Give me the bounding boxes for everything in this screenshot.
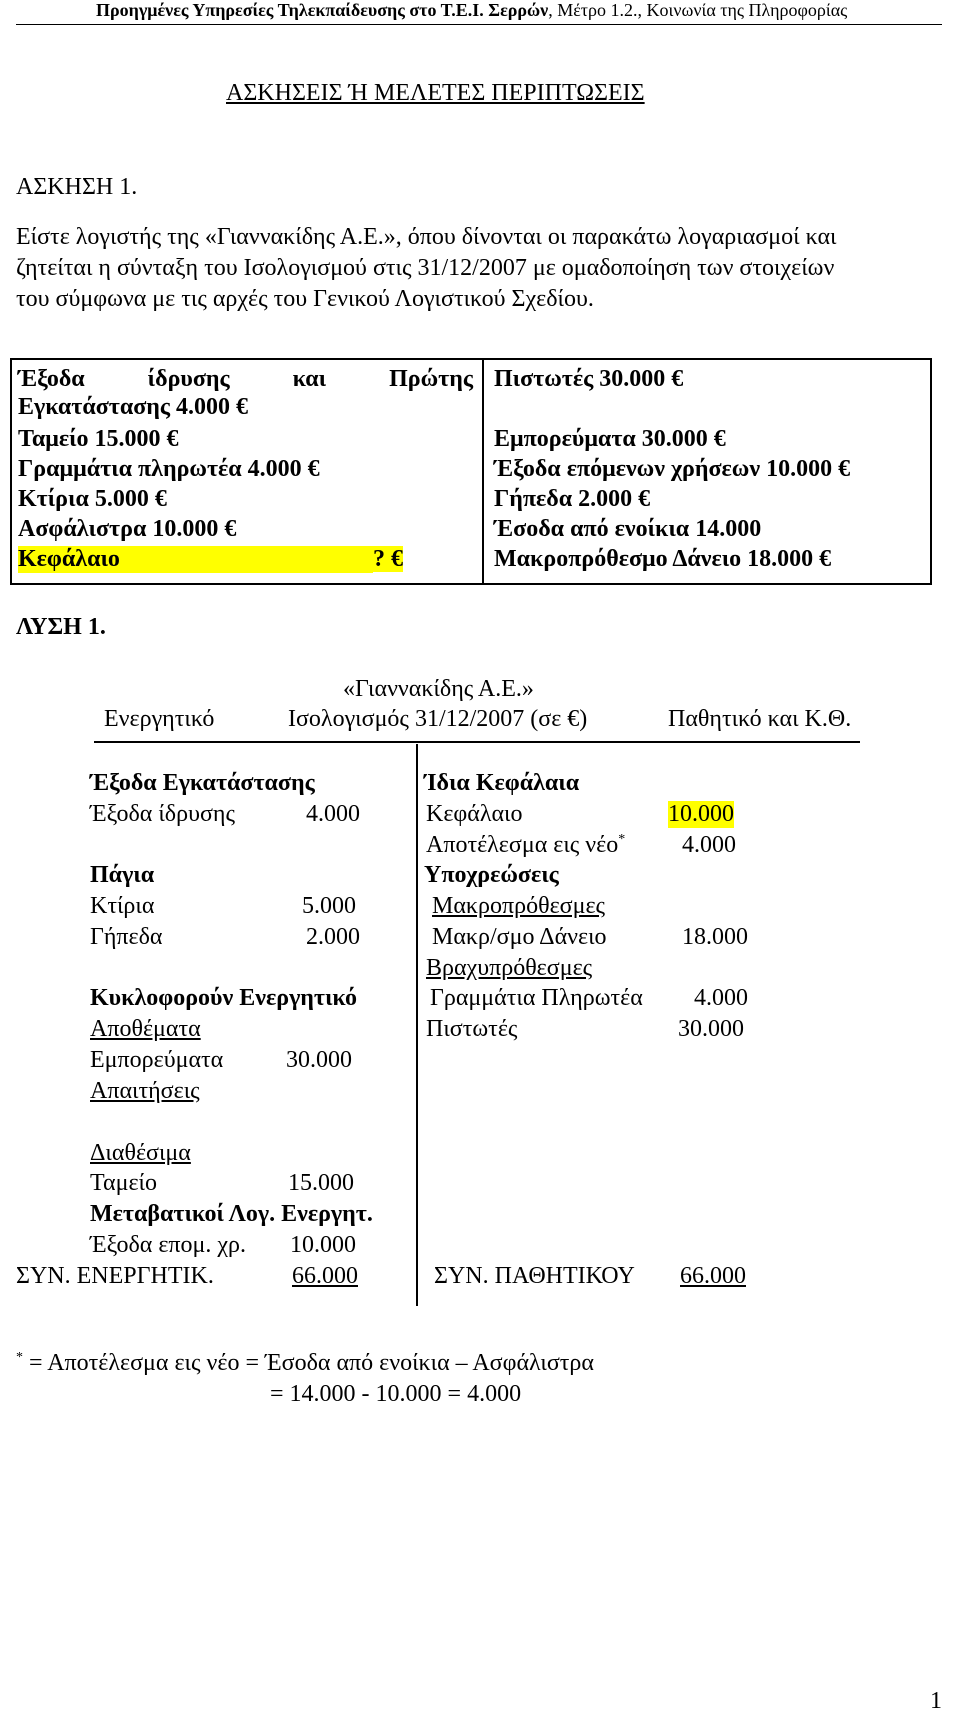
capital-value: 10.000 — [668, 801, 734, 827]
solution-heading: ΛΥΣΗ 1. — [16, 614, 106, 640]
notes-value: 4.000 — [694, 985, 748, 1011]
page-number: 1 — [930, 1688, 942, 1714]
header-rule — [16, 24, 942, 25]
intro-line: του σύμφωνα με τις αρχές του Γενικού Λογιστικού Σχεδίου. — [16, 286, 594, 312]
loan-value: 18.000 — [682, 924, 748, 950]
capital-item: Κεφάλαιο — [426, 801, 523, 827]
inventory-heading: Αποθέματα — [90, 1016, 201, 1042]
goods-item: Εμπορεύματα — [90, 1047, 224, 1073]
setup-value: 4.000 — [306, 801, 360, 827]
table-divider — [482, 360, 484, 583]
assets-title: Ενεργητικό — [104, 706, 215, 732]
land-value: 2.000 — [306, 924, 360, 950]
account-capital — [18, 546, 403, 573]
capital-value-highlight: ? € — [373, 546, 403, 572]
assets-total-label: ΣΥΝ. ΕΝΕΡΓΗΤΙΚ. — [16, 1263, 214, 1289]
account-creditors: Πιστωτές 30.000 € — [494, 366, 684, 392]
receivables-heading: Απαιτήσεις — [90, 1078, 200, 1104]
setup-heading: Έξοδα Εγκατάστασης — [90, 770, 315, 796]
buildings-value: 5.000 — [302, 893, 356, 919]
result-value: 4.000 — [682, 832, 736, 858]
footnote-line1: * = Αποτέλεσμα εις νέο = Έσοδα από ενοίκια – Ασφάλιστρα — [16, 1350, 594, 1376]
account-rent-income: Έσοδα από ενοίκια 14.000 — [494, 516, 762, 542]
long-term-heading: Μακροπρόθεσμες — [432, 893, 606, 919]
result-item: Αποτέλεσμα εις νέο* — [426, 832, 626, 858]
account-buildings: Κτίρια 5.000 € — [18, 486, 167, 512]
land-item: Γήπεδα — [90, 924, 163, 950]
setup-item: Έξοδα ίδρυσης — [90, 801, 235, 827]
account-goods: Εμπορεύματα 30.000 € — [494, 426, 726, 452]
account-setup-line1: Έξοδα ίδρυσης και Πρώτης — [18, 366, 473, 392]
account-land: Γήπεδα 2.000 € — [494, 486, 651, 512]
equity-heading: Ίδια Κεφάλαια — [424, 770, 580, 796]
obligations-heading: Υποχρεώσεις — [424, 862, 559, 888]
section-title: ΑΣΚΗΣΕΙΣ Ή ΜΕΛΕΤΕΣ ΠΕΡΙΠΤΩΣΕΙΣ — [226, 80, 645, 106]
balance-sheet-rule — [94, 741, 860, 743]
exercise-heading: ΑΣΚΗΣΗ 1. — [16, 174, 138, 200]
cash-heading: Διαθέσιμα — [90, 1140, 191, 1166]
company-name: «Γιαννακίδης Α.Ε.» — [343, 676, 534, 702]
capital-label-highlight: Κεφάλαιο — [18, 546, 373, 573]
header-bold-text: Προηγμένες Υπηρεσίες Τηλεκπαίδευσης στο Τ.Ε.Ι. Σερρών — [96, 0, 549, 20]
intro-line: ζητείται η σύνταξη του Ισολογισμού στις 31/12/2007 με ομαδοποίηση των στοιχείων — [16, 255, 835, 281]
cash-item: Ταμείο — [90, 1170, 157, 1196]
prepaid-value: 10.000 — [290, 1232, 356, 1258]
liabilities-total-label: ΣΥΝ. ΠΑΘΗΤΙΚΟΥ — [434, 1263, 635, 1289]
page-header — [96, 0, 847, 21]
fixed-assets-heading: Πάγια — [90, 862, 155, 888]
transitory-heading: Μεταβατικοί Λογ. Ενεργητ. — [90, 1201, 373, 1227]
liabilities-title: Παθητικό και Κ.Θ. — [668, 706, 852, 732]
result-footnote-mark: * — [618, 832, 626, 847]
accounts-table — [10, 358, 932, 585]
short-term-heading: Βραχυπρόθεσμες — [426, 955, 593, 981]
cash-value: 15.000 — [288, 1170, 354, 1196]
current-assets-heading: Κυκλοφορούν Ενεργητικό — [90, 985, 358, 1011]
account-long-term-loan: Μακροπρόθεσμο Δάνειο 18.000 € — [494, 546, 832, 572]
goods-value: 30.000 — [286, 1047, 352, 1073]
prepaid-item: Έξοδα επομ. χρ. — [90, 1232, 247, 1258]
creditors-item: Πιστωτές — [426, 1016, 518, 1042]
assets-total-value: 66.000 — [292, 1263, 358, 1289]
creditors-value: 30.000 — [678, 1016, 744, 1042]
balance-sheet-divider — [416, 744, 418, 1306]
intro-line: Είστε λογιστής της «Γιαννακίδης Α.Ε.», όπου δίνονται οι παρακάτω λογαριασμοί και — [16, 224, 837, 250]
account-insurance: Ασφάλιστρα 10.000 € — [18, 516, 237, 542]
header-normal-text: , Μέτρο 1.2., Κοινωνία της Πληροφορίας — [548, 0, 848, 20]
loan-item: Μακρ/σμο Δάνειο — [432, 924, 607, 950]
account-setup-line2: Εγκατάστασης 4.000 € — [18, 394, 249, 420]
liabilities-total-value: 66.000 — [680, 1263, 746, 1289]
account-prepaid: Έξοδα επόμενων χρήσεων 10.000 € — [494, 456, 851, 482]
buildings-item: Κτίρια — [90, 893, 155, 919]
footnote-line2: = 14.000 - 10.000 = 4.000 — [270, 1381, 522, 1407]
account-cash: Ταμείο 15.000 € — [18, 426, 179, 452]
balance-sheet-title: Ισολογισμός 31/12/2007 (σε €) — [288, 706, 588, 732]
account-notes-payable: Γραμμάτια πληρωτέα 4.000 € — [18, 456, 320, 482]
footnote-mark: * — [16, 1350, 23, 1365]
notes-item: Γραμμάτια Πληρωτέα — [430, 985, 643, 1011]
exercise-intro — [16, 222, 936, 315]
